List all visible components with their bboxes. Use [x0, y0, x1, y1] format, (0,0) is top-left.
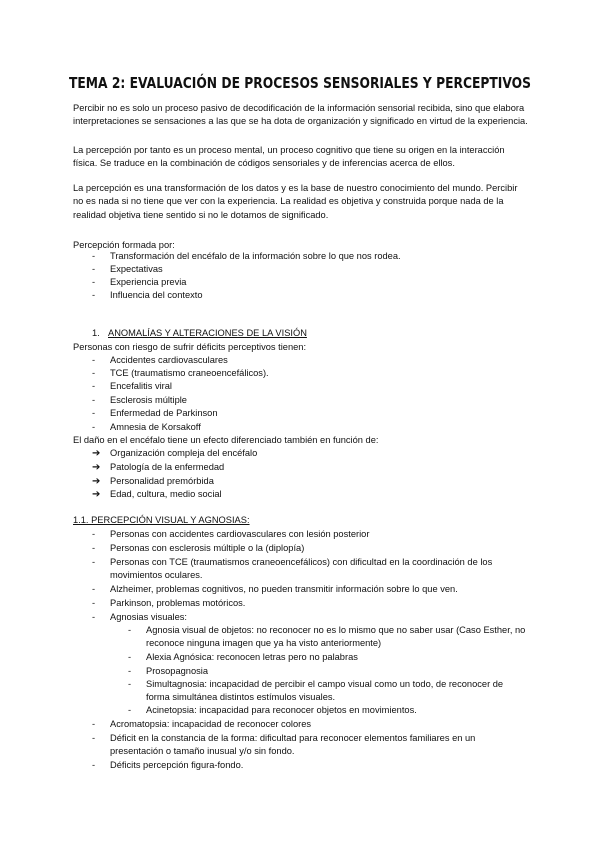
list-bullet: - [92, 422, 96, 432]
list-bullet: - [92, 557, 96, 567]
list-item: Déficits percepción figura-fondo. [110, 760, 244, 770]
list-bullet: - [128, 679, 132, 689]
list-item: Influencia del contexto [110, 290, 203, 300]
list-item: Simultagnosia: incapacidad de percibir el campo visual como un todo, de reconocer de forma simultánea distintos estímulos visuales. [146, 679, 504, 703]
list-item: Encefalitis viral [110, 381, 173, 391]
list-bullet: - [128, 625, 132, 635]
list-item: Personas con TCE (traumatismos craneoencefálicos) con dificultad en la coordinación de los movimientos oculares. [110, 557, 493, 581]
list-bullet: - [128, 652, 132, 662]
list-bullet: - [92, 368, 96, 378]
percepcion-label: Percepción formada por: [73, 240, 175, 250]
list-bullet: - [92, 719, 96, 729]
section-1-heading [92, 328, 307, 338]
list-bullet: - [92, 529, 96, 539]
list-item: Transformación del encéfalo de la información sobre lo que nos rodea. [110, 251, 401, 261]
list-item: Prosopagnosia [146, 666, 209, 676]
arrow-icon: ➔ [92, 462, 101, 473]
list-item: Alexia Agnósica: reconocen letras pero no palabras [146, 652, 358, 662]
page-title: TEMA 2: EVALUACIÓN DE PROCESOS SENSORIALES Y PERCEPTIVOS [68, 74, 532, 92]
list-bullet: - [92, 395, 96, 405]
list-item: Alzheimer, problemas cognitivos, no pueden transmitir información sobre lo que ven. [110, 584, 458, 594]
list-item: Agnosias visuales: [110, 612, 187, 622]
section-title: ANOMALÍAS Y ALTERACIONES DE LA VISIÓN [108, 328, 307, 338]
list-item: Personas con esclerosis múltiple o la (diplopía) [110, 543, 305, 553]
list-item: Organización compleja del encéfalo [110, 448, 258, 458]
list-bullet: - [92, 355, 96, 365]
list-item: Expectativas [110, 264, 163, 274]
section-1-1-heading: 1.1. PERCEPCIÓN VISUAL Y AGNOSIAS: [73, 515, 250, 525]
list-bullet: - [92, 612, 96, 622]
list-bullet: - [92, 598, 96, 608]
list-item: Experiencia previa [110, 277, 187, 287]
list-bullet: - [92, 290, 96, 300]
damage-label: El daño en el encéfalo tiene un efecto diferenciado también en función de: [73, 435, 379, 445]
list-item: Déficit en la constancia de la forma: dificultad para reconocer elementos familiares en un presentación o tamaño inusual y/o sin fondo. [110, 733, 476, 757]
list-bullet: - [92, 251, 96, 261]
list-item: Esclerosis múltiple [110, 395, 187, 405]
list-bullet: - [92, 264, 96, 274]
list-bullet: - [92, 381, 96, 391]
risk-label: Personas con riesgo de sufrir déficits perceptivos tienen: [73, 342, 307, 352]
list-bullet: - [128, 666, 132, 676]
section-number: 1. [92, 328, 100, 338]
list-item: Acinetopsia: incapacidad para reconocer objetos en movimientos. [146, 705, 417, 715]
list-item: Personalidad premórbida [110, 476, 214, 486]
intro-paragraph-2: La percepción por tanto es un proceso mental, un proceso cognitivo que tiene su origen en la interacción física. Se traduce en la combinación de códigos sensoriales y de inferencias acerca de ellos. [73, 145, 505, 169]
list-item: Acromatopsia: incapacidad de reconocer colores [110, 719, 312, 729]
list-bullet: - [92, 543, 96, 553]
list-item: Patología de la enfermedad [110, 462, 225, 472]
list-item: Accidentes cardiovasculares [110, 355, 228, 365]
arrow-icon: ➔ [92, 489, 101, 500]
intro-paragraph-1: Percibir no es solo un proceso pasivo de decodificación de la información sensorial recibida, sino que elabora interpretaciones se sensaciones a las que se ha dota de organización y significado en virtud de la experiencia. [73, 103, 528, 127]
list-item: Edad, cultura, medio social [110, 489, 222, 499]
list-item: Amnesia de Korsakoff [110, 422, 201, 432]
intro-paragraph-3: La percepción es una transformación de los datos y es la base de nuestro conocimiento del mundo. Percibir no es nada si no tiene que ver con la experiencia. La realidad es objetiva y construida porque nada de la realidad objetiva tiene sentido si no le dotamos de significado. [73, 183, 518, 220]
list-bullet: - [92, 277, 96, 287]
list-bullet: - [92, 408, 96, 418]
list-bullet: - [92, 760, 96, 770]
list-item: Enfermedad de Parkinson [110, 408, 218, 418]
list-bullet: - [92, 584, 96, 594]
list-item: Parkinson, problemas motóricos. [110, 598, 246, 608]
list-item: TCE (traumatismo craneoencefálicos). [110, 368, 269, 378]
list-bullet: - [92, 733, 96, 743]
list-item: Personas con accidentes cardiovasculares con lesión posterior [110, 529, 370, 539]
list-bullet: - [128, 705, 132, 715]
arrow-icon: ➔ [92, 476, 101, 487]
list-item: Agnosia visual de objetos: no reconocer no es lo mismo que no saber usar (Caso Esther, no reconoce ninguna imagen que ya ha visto anteriormente) [146, 625, 526, 649]
arrow-icon: ➔ [92, 448, 101, 459]
